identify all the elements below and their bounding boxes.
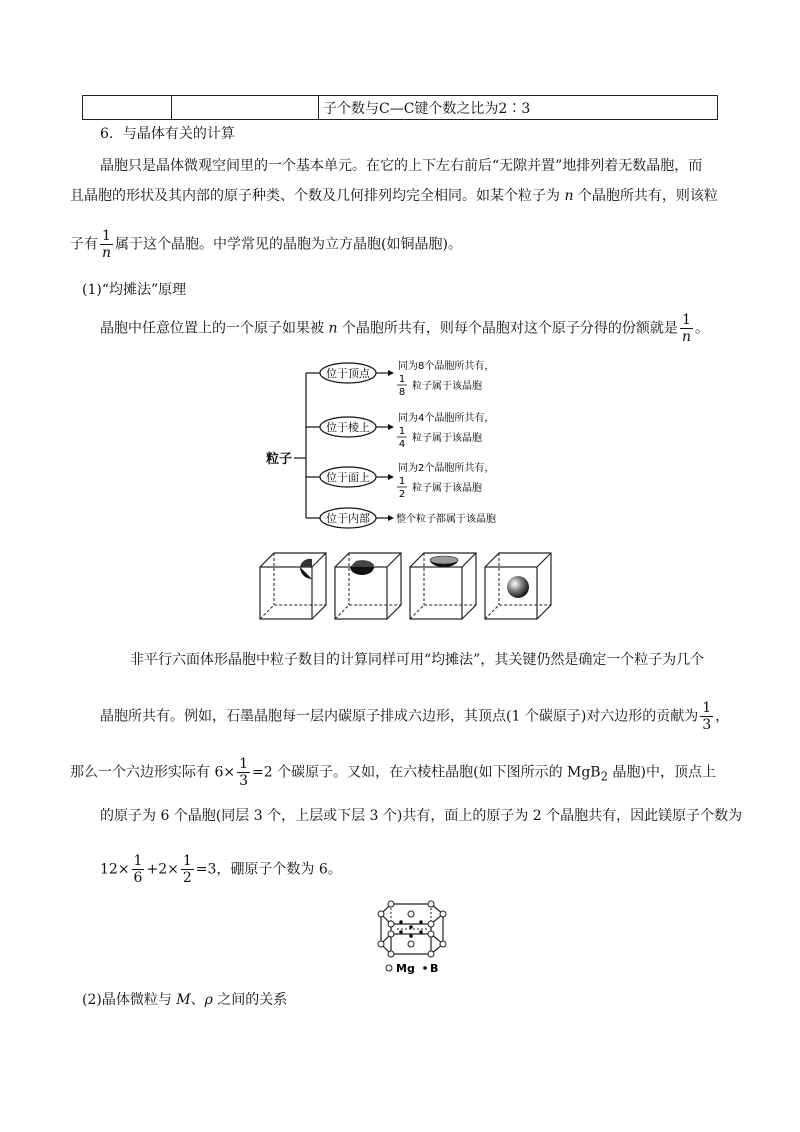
branch-frac-den: 8 bbox=[398, 387, 406, 398]
fraction-denominator: n bbox=[102, 245, 112, 261]
branch-desc-line-1: 同为2个晶胞所共有， bbox=[398, 463, 495, 474]
branch-label-interior: 位于内部 bbox=[326, 512, 370, 525]
mg-atoms bbox=[378, 901, 446, 957]
branch-label-face: 位于面上 bbox=[326, 471, 370, 484]
branch-face bbox=[306, 461, 494, 500]
mgb2-cell-diagram bbox=[375, 898, 455, 978]
sub2-separator: 、 bbox=[190, 992, 205, 1008]
intro-line-3 bbox=[70, 228, 730, 261]
intro-line-2 bbox=[70, 186, 730, 206]
branch-desc-line-2: 粒子属于该晶胞 bbox=[412, 483, 482, 494]
para2-line-5 bbox=[100, 853, 760, 886]
para2-line-3-text-a: 那么一个六边形实际有 6× bbox=[70, 764, 236, 781]
branch-frac-num: 1 bbox=[398, 374, 406, 385]
fraction-denominator: 3 bbox=[239, 773, 249, 789]
intro-line-1: 晶胞只是晶体微观空间里的一个基本单元。在它的上下左右前后“无隙并置”地排列着无数晶胞，而 bbox=[100, 158, 703, 174]
particle-position-diagram bbox=[260, 355, 540, 535]
para2-line-2 bbox=[100, 700, 760, 733]
branch-frac-den: 2 bbox=[398, 489, 406, 500]
sub2-text-b: 之间的关系 bbox=[212, 992, 288, 1008]
fraction-numerator: 1 bbox=[182, 853, 192, 869]
sub2-text-a: (2)晶体微粒与 bbox=[82, 992, 177, 1008]
branch-vertex bbox=[306, 359, 494, 398]
fraction-numerator: 1 bbox=[680, 312, 693, 329]
fraction-1-over-2 bbox=[181, 853, 194, 886]
subheading-2 bbox=[82, 990, 742, 1010]
fraction-1-over-6 bbox=[132, 853, 145, 886]
cube-edge-particle bbox=[335, 553, 401, 619]
branch-desc-line-1: 同为4个晶胞所共有， bbox=[398, 413, 495, 424]
intro-variable-n: n bbox=[564, 188, 574, 204]
section-heading: 6．与晶体有关的计算 bbox=[100, 126, 235, 142]
branch-edge bbox=[306, 411, 494, 450]
fraction-numerator: 1 bbox=[702, 700, 712, 716]
para2-line-5-text-c: =3，硼原子个数为 6。 bbox=[195, 861, 342, 878]
subscript-2: 2 bbox=[600, 769, 609, 784]
branch-label-edge: 位于棱上 bbox=[326, 421, 370, 434]
table-row bbox=[83, 96, 718, 120]
interior-particle-icon bbox=[507, 576, 529, 598]
cube-face-particle bbox=[410, 553, 476, 619]
fraction-denominator: 6 bbox=[133, 870, 143, 886]
sub2-variable-rho: ρ bbox=[204, 992, 213, 1008]
branch-frac-num: 1 bbox=[398, 426, 406, 437]
branch-frac-num: 1 bbox=[398, 476, 406, 487]
cube-vertex-particle bbox=[260, 553, 326, 619]
fraction-numerator: 1 bbox=[133, 853, 143, 869]
para2-line-3-text-b: =2 个碳原子。又如，在六棱柱晶胞(如下图所示的 MgB bbox=[252, 764, 601, 781]
sub1-text-end: 。 bbox=[694, 320, 709, 337]
cube-illustrations bbox=[255, 545, 555, 625]
sub1-text-a: 晶胞中任意位置上的一个原子如果被 bbox=[100, 320, 329, 337]
cube-interior-particle bbox=[485, 553, 551, 619]
fraction-denominator: 2 bbox=[182, 870, 192, 886]
branch-desc-line-2: 粒子属于该晶胞 bbox=[412, 433, 482, 444]
sub1-text-b: 个晶胞所共有，则每个晶胞对这个原子分得的份额就是 bbox=[337, 320, 678, 337]
edge-particle-icon bbox=[350, 567, 374, 575]
continuation-table bbox=[82, 95, 718, 120]
sub1-variable-n: n bbox=[328, 320, 338, 337]
fraction-1-over-3-b bbox=[237, 756, 250, 789]
fraction-numerator: 1 bbox=[100, 228, 113, 245]
fraction-numerator: 1 bbox=[239, 756, 249, 772]
para2-line-1: 非平行六面体形晶胞中粒子数目的计算同样可用“均摊法”，其关键仍然是确定一个粒子为几个 bbox=[130, 652, 705, 668]
arrow-head-icon bbox=[388, 424, 394, 430]
subheading-1: (1)“均摊法”原理 bbox=[82, 282, 187, 298]
fraction-1-over-n-2 bbox=[680, 312, 693, 345]
sub1-line bbox=[100, 312, 760, 345]
branch-interior bbox=[306, 508, 496, 528]
intro-line-3-text-b: 属于这个晶胞。中学常见的晶胞为立方晶胞(如铜晶胞)。 bbox=[115, 236, 462, 253]
arrow-head-icon bbox=[388, 370, 394, 376]
branch-desc-line-1: 同为8个晶胞所共有， bbox=[398, 361, 495, 372]
intro-line-2-text-b: 个晶胞所共有，则该粒 bbox=[573, 188, 718, 204]
para2-line-2-text: 晶胞所共有。例如，石墨晶胞每一层内碳原子排成六边形，其顶点(1 个碳原子)对六边形的贡献为 bbox=[100, 708, 699, 725]
para2-line-4: 的原子为 6 个晶胞(同层 3 个，上层或下层 3 个)共有，面上的原子为 2 个晶胞共有，因此镁原子个数为 bbox=[100, 808, 743, 824]
table-cell-empty-1 bbox=[83, 96, 172, 120]
para2-line-3 bbox=[70, 756, 730, 789]
vertex-particle-icon bbox=[300, 567, 312, 579]
branch-desc-line-2: 粒子属于该晶胞 bbox=[412, 381, 482, 392]
table-cell-ratio: 子个数与C—C键个数之比为2∶3 bbox=[319, 96, 718, 120]
sub2-variable-m: M bbox=[176, 992, 191, 1008]
para2-line-3-text-c: 晶胞)中，顶点上 bbox=[608, 764, 716, 781]
table-cell-empty-2 bbox=[172, 96, 319, 120]
intro-line-3-text-a: 子有 bbox=[70, 236, 98, 253]
branch-label-vertex: 位于顶点 bbox=[326, 367, 370, 380]
diagram-root-label: 粒子 bbox=[266, 452, 293, 467]
branch-frac-den: 4 bbox=[398, 439, 406, 450]
fraction-denominator: 3 bbox=[702, 717, 712, 733]
legend-mg-label: Mg bbox=[396, 962, 415, 975]
mgb2-legend bbox=[386, 962, 438, 975]
para2-line-2-end: ， bbox=[715, 708, 730, 725]
fraction-1-over-3 bbox=[700, 700, 713, 733]
arrow-head-icon bbox=[388, 474, 394, 480]
para2-line-5-text-b: +2× bbox=[146, 861, 179, 878]
arrow-head-icon bbox=[388, 515, 394, 521]
legend-b-label: B bbox=[430, 962, 439, 975]
intro-line-2-text-a: 且晶胞的形状及其内部的原子种类、个数及几何排列均完全相同。如某个粒子为 bbox=[70, 188, 565, 204]
fraction-1-over-n bbox=[100, 228, 113, 261]
para2-line-5-text-a: 12× bbox=[100, 861, 130, 878]
fraction-denominator: n bbox=[681, 329, 691, 345]
branch-desc-line-1: 整个粒子都属于该晶胞 bbox=[396, 514, 496, 525]
